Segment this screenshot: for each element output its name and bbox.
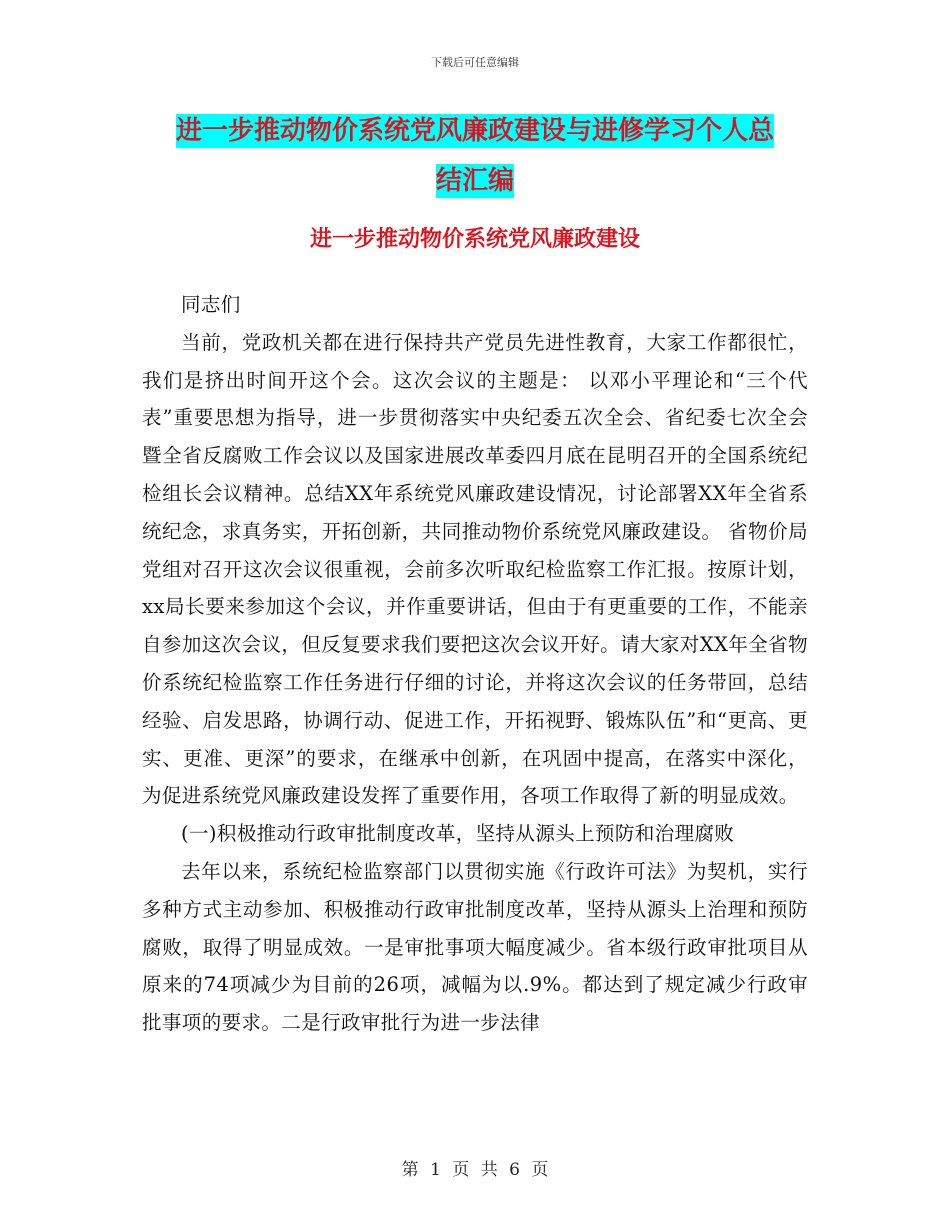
paragraph-intro: 当前，党政机关都在进行保持共产党员先进性教育，大家工作都很忙，我们是挤出时间开这个会。这次会议的主题是： 以邓小平理论和“三个代表”重要思想为指导，进一步贯彻落实中央纪委五次全会、省纪委七次全会暨全省反腐败工作会议以及国家进展改革委四月底在昆明召开的全国系统纪检组长会议精神。总结XX年系统党风廉政建设情况，讨论部署XX年全省系统纪念，求真务实，开拓创新，共同推动物价系统党风廉政建设。 省物价局党组对召开这次会议很重视，会前多次听取纪检监察工作汇报。按原计划，xx局长要来参加这个会议，并作重要讲话，但由于有更重要的工作，不能亲自参加这次会议，但反复要求我们要把这次会议开好。请大家对XX年全省物价系统纪检监察工作任务进行仔细的讨论，并将这次会议的任务带回，总结经验、启发思路，协调行动、促进工作，开拓视野、锻炼队伍”和“更高、更实、更准、更深”的要求，在继承中创新，在巩固中提高，在落实中深化，为促进系统党风廉政建设发挥了重要作用，各项工作取得了新的明显成效。 [142, 330, 808, 808]
paragraph-body-1: 去年以来，系统纪检监察部门以贯彻实施《行政许可法》为契机，实行多种方式主动参加、积极推动行政审批制度改革，坚持从源头上治理和预防腐败，取得了明显成效。一是审批事项大幅度减少。省本级行政审批项目从原来的74项减少为目前的26项，减幅为以.9%。都达到了规定减少行政审批事项的要求。二是行政审批行为进一步法律 [142, 859, 808, 1035]
section-title: 进一步推动物价系统党风廉政建设 [309, 226, 640, 252]
body-text [142, 286, 808, 1042]
document-title [0, 106, 950, 206]
title-line-2: 结汇编 [435, 166, 514, 196]
paragraph-heading-1: (一)积极推动行政审批制度改革，坚持从源头上预防和治理腐败 [181, 822, 735, 846]
title-line-1: 进一步推动物价系统党风廉政建设与进修学习个人总 [175, 116, 774, 146]
header-note: 下载后可任意编辑 [431, 56, 519, 69]
paragraph-salutation: 同志们 [181, 293, 241, 316]
page-footer: 第 1 页 共 6 页 [401, 1160, 549, 1180]
